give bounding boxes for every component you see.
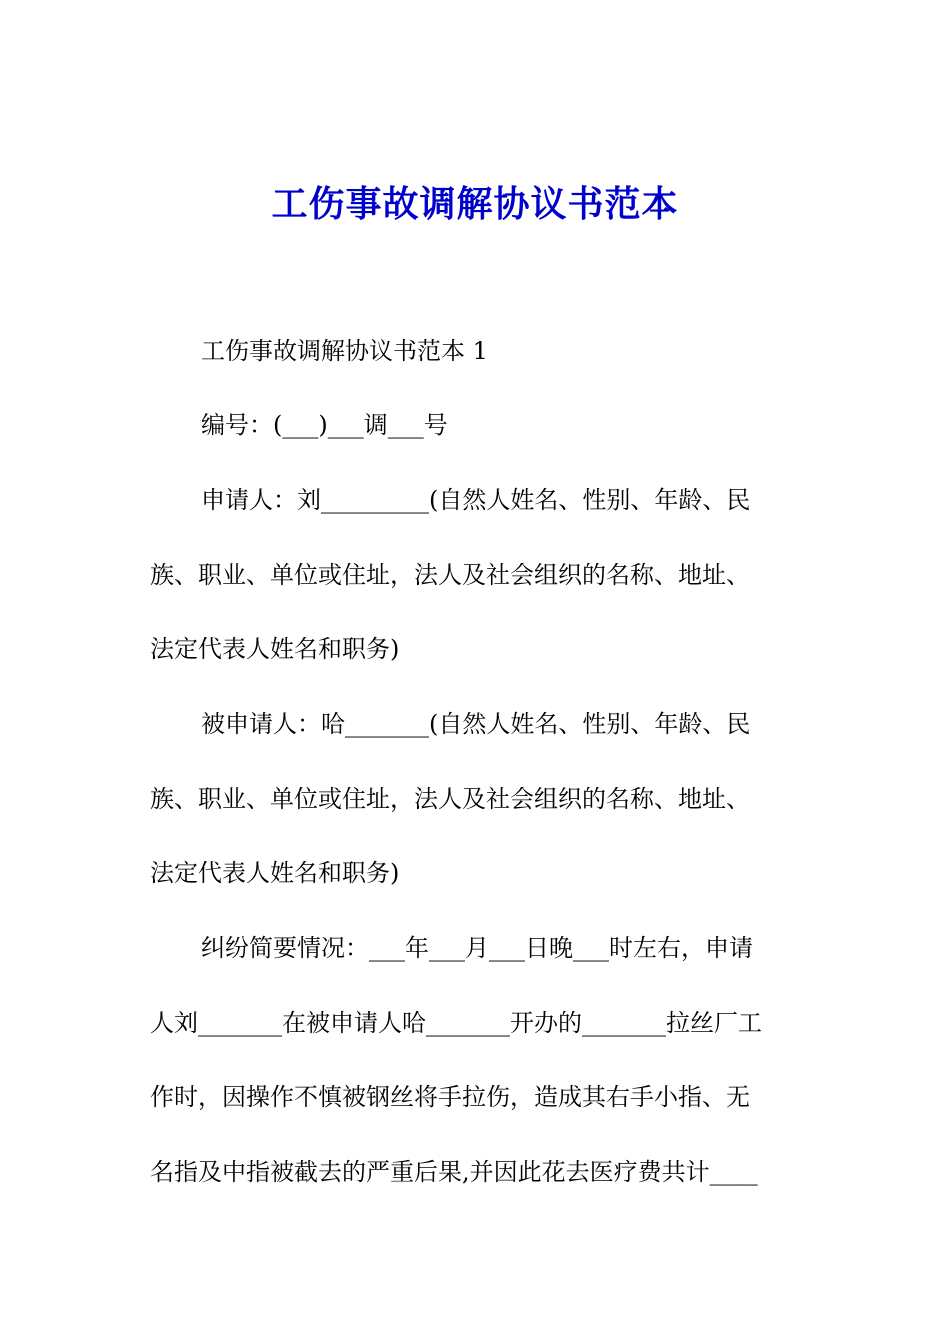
dispute-summary-line-cont: 人刘_______在被申请人哈_______开办的_______拉丝厂工 xyxy=(150,1009,762,1037)
respondent-line: 被申请人：哈_______(自然人姓名、性别、年龄、民 xyxy=(201,710,751,738)
applicant-line: 申请人：刘_________(自然人姓名、性别、年龄、民 xyxy=(201,486,751,514)
dispute-summary-line-cont: 作时，因操作不慎被钢丝将手拉伤，造成其右手小指、无 xyxy=(150,1083,750,1111)
respondent-line-cont: 法定代表人姓名和职务) xyxy=(150,859,400,887)
document-title: 工伤事故调解协议书范本 xyxy=(271,183,679,225)
document-number-line: 编号：(___)___调___号 xyxy=(201,411,448,439)
dispute-summary-line: 纠纷简要情况：___年___月___日晚___时左右，申请 xyxy=(201,934,753,962)
applicant-line-cont: 法定代表人姓名和职务) xyxy=(150,635,400,663)
respondent-line-cont: 族、职业、单位或住址，法人及社会组织的名称、地址、 xyxy=(150,785,750,813)
section-heading: 工伤事故调解协议书范本 1 xyxy=(201,337,488,365)
applicant-line-cont: 族、职业、单位或住址，法人及社会组织的名称、地址、 xyxy=(150,561,750,589)
dispute-summary-line-cont: 名指及中指被截去的严重后果,并因此花去医疗费共计____ xyxy=(150,1158,758,1186)
